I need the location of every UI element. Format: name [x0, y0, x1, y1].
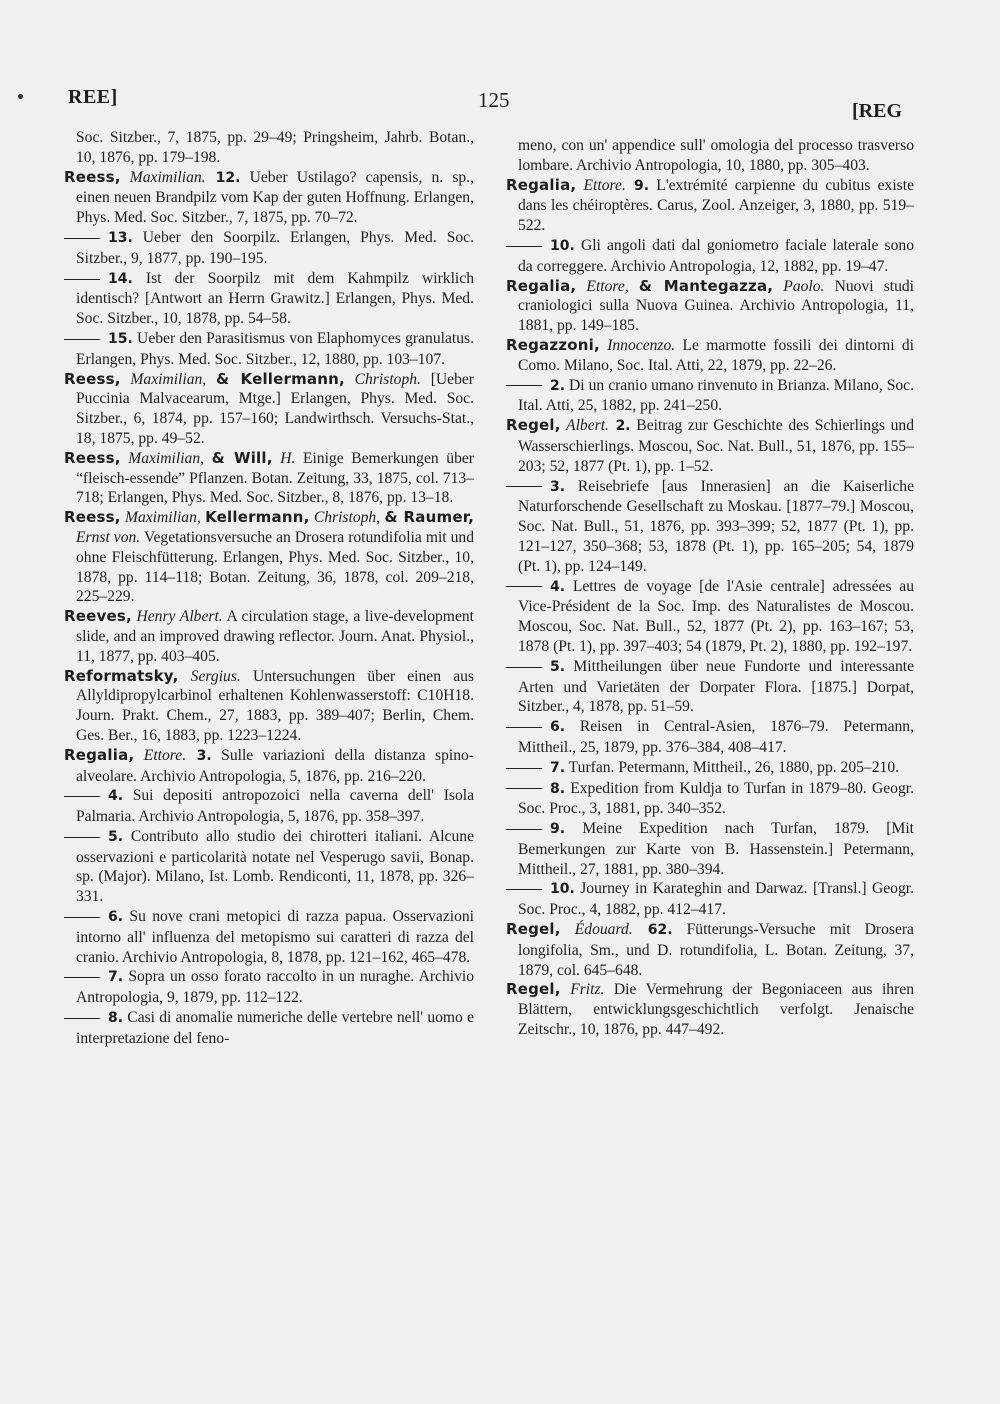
- bib-entry: [64, 967, 474, 1008]
- ditto-dash: [506, 727, 542, 728]
- entry-text: L'extrémité carpienne du cubitus existe dans les chéiroptères. Carus, Zool. Anzeiger, 3, 1880, pp. 519–522.: [518, 176, 914, 235]
- bib-entry: [64, 746, 474, 787]
- bib-entry: [64, 827, 474, 907]
- entry-given-name: Ettore,: [576, 277, 639, 295]
- entry-author: Regalia,: [506, 175, 577, 194]
- entry-author: Reeves,: [64, 607, 132, 626]
- entry-number: 6.: [108, 909, 124, 926]
- ditto-dash: [506, 385, 542, 386]
- entry-number: 3.: [186, 747, 212, 764]
- ditto-dash: [64, 837, 100, 838]
- entry-text: Casi di anomalie numeriche delle vertebre nell' uomo e interpretazione del feno-: [76, 1009, 474, 1047]
- bib-entry: [64, 449, 474, 508]
- entry-text: Einige Bemerkungen über “fleisch-essende” Pflanzen. Botan. Zeitung, 33, 1875, col. 713–718; Erlangen, Phys. Med. Soc. Sitzber., 8, 1876, pp. 13–18.: [76, 449, 474, 507]
- entry-given-name: Maximilian.: [120, 168, 206, 186]
- entry-number: 6.: [550, 719, 566, 736]
- bib-entry: [506, 758, 914, 779]
- entry-number: 2.: [550, 377, 566, 394]
- entry-coauthor-given: Christoph,: [309, 509, 385, 527]
- entry-given-name: Fritz.: [560, 981, 605, 999]
- entry-text: Ist der Soorpilz mit dem Kahmpilz wirklich identisch? [Antwort an Herrn Grawitz.] Erlangen, Phys. Med. Soc. Sitzber., 10, 1878, pp. 54–58.: [76, 269, 474, 328]
- entry-text: [Ueber Puccinia Malvacearum, Mtge.] Erlangen, Phys. Med. Soc. Sitzber., 6, 1874, pp. 157–160; Landwirthsch. Versuchs-Stat., 18, 1875, pp. 49–52.: [76, 370, 474, 447]
- entry-number: 10.: [550, 237, 575, 254]
- entry-number: 12.: [205, 169, 241, 186]
- bib-entry: [64, 168, 474, 228]
- entry-author: Reess,: [64, 167, 121, 186]
- entry-text: Sui depositi antropozoici nella caverna dell' Isola Palmaria. Archivio Antropologia, 5, 1876, pp. 358–397.: [76, 787, 474, 826]
- entry-text: A circulation stage, a live-development slide, and an improved drawing reflector. Journ. Anat. Physiol., 11, 1877, pp. 403–405.: [76, 608, 474, 665]
- bib-entry: [64, 128, 474, 168]
- entry-number: 5.: [550, 658, 566, 675]
- entry-text: Journey in Karateghin and Darwaz. [Transl.] Geogr. Soc. Proc., 4, 1882, pp. 412–417.: [518, 880, 914, 919]
- bib-entry: [64, 667, 474, 746]
- bib-entry: [64, 329, 474, 370]
- ditto-dash: [506, 586, 542, 587]
- entry-text: Meine Expedition nach Turfan, 1879. [Mit Bemerkungen zur Karte von B. Hassenstein.] Petermann, Mittheil., 27, 1881, pp. 380–394.: [518, 820, 914, 878]
- entry-number: 8.: [108, 1010, 124, 1027]
- entry-text: Sulle variazioni della distanza spino-alveolare. Archivio Antropologia, 5, 1876, pp. 216–220.: [76, 746, 474, 785]
- entry-number: 9.: [550, 821, 566, 838]
- entry-given-name: Maximilian,: [120, 370, 216, 388]
- bib-entry: [506, 176, 914, 236]
- ditto-dash: [506, 486, 542, 487]
- entry-number: 4.: [108, 788, 124, 805]
- entry-number: 4.: [550, 578, 566, 595]
- entry-coauthor: & Mantegazza,: [638, 276, 774, 295]
- entry-number: 2.: [608, 418, 631, 435]
- ditto-dash: [506, 889, 542, 890]
- entry-number: 10.: [550, 881, 575, 898]
- bib-entry: [64, 907, 474, 967]
- ditto-dash: [64, 917, 100, 918]
- entry-text: Turfan. Petermann, Mittheil., 26, 1880, pp. 205–210.: [565, 758, 900, 776]
- entry-text: Untersuchungen über einen aus Allyldipropylcarbinol erhaltenen Kohlenwasserstoff: C10H18. Journ. Prakt. Chem., 27, 1883, pp. 389–407; Berlin, Chem. Ges. Ber., 16, 1883, pp. 1223–1224.: [76, 667, 475, 744]
- bib-entry: [506, 376, 914, 417]
- bib-entry: [506, 277, 914, 336]
- entry-given-name: Innocenzo.: [599, 336, 676, 354]
- bib-entry: [506, 717, 914, 758]
- margin-dot: [18, 94, 23, 99]
- entry-text: Contributo allo studio dei chirotteri italiani. Alcune osservazioni e particolarità notate nel Vesperugo savii, Bonap. sp. (Major). Milano, Ist. Lomb. Rendiconti, 11, 1878, pp. 326–331.: [76, 827, 474, 906]
- bib-entry: [506, 416, 914, 476]
- entry-given-name: Henry Albert.: [131, 608, 223, 626]
- entry-author: Regalia,: [64, 745, 135, 764]
- entry-text: Le marmotte fossili dei dintorni di Como. Milano, Soc. Ital. Atti, 22, 1879, pp. 22–26.: [518, 336, 914, 374]
- entry-text: Die Vermehrung der Begoniaceen aus ihren Blättern, entwicklungsgeschichtlich verfolgt. Jenaische Zeitschr., 10, 1876, pp. 447–492.: [518, 981, 915, 1039]
- bib-entry: [506, 136, 914, 176]
- bib-entry: [506, 779, 914, 820]
- entry-number: 9.: [625, 177, 650, 194]
- entry-text: Lettres de voyage [de l'Asie centrale] adressées au Vice-Président de la Soc. Imp. des Naturalistes de Moscou. Moscou, Soc. Nat. Bull., 52, 1877 (Pt. 2), pp. 163–167; 53, 1878 (Pt. 1), pp. 397–403; 54 (1879, Pt. 2), 1880, pp. 192–197.: [518, 577, 914, 655]
- bib-entry: [506, 236, 914, 277]
- entry-number: 5.: [108, 828, 124, 845]
- entry-author: Regel,: [506, 980, 561, 999]
- entry-given-name: Albert.: [560, 417, 609, 435]
- entry-text: Ueber den Soorpilz. Erlangen, Phys. Med. Soc. Sitzber., 9, 1877, pp. 190–195.: [76, 228, 474, 267]
- ditto-dash: [64, 1018, 100, 1019]
- entry-number: 8.: [550, 780, 566, 797]
- entry-coauthor-given: H.: [272, 449, 296, 467]
- bib-entry: [506, 819, 914, 879]
- entry-text: Di un cranio umano rinvenuto in Brianza. Milano, Soc. Ital. Atti, 25, 1882, pp. 241–250.: [518, 376, 914, 415]
- entry-coauthor-given: Paolo.: [773, 277, 825, 295]
- entry-coauthor: & Will,: [211, 448, 273, 467]
- entry-author: Regazzoni,: [506, 335, 600, 354]
- bib-entry: [64, 269, 474, 329]
- bib-entry: [506, 980, 914, 1039]
- bib-entry: [506, 336, 914, 376]
- entry-text: Reisebriefe [aus Innerasien] an die Kaiserliche Naturforschende Gesellschaft zu Moskau. [1877–79.] Moscou, Soc. Nat. Bull., 51, 1876, pp. 393–399; 52, 1877 (Pt. 1), pp. 121–127, 350–368; 53, 1878 (Pt. 1), pp. 165–205; 54, 1879 (Pt. 1), pp. 124–149.: [518, 477, 914, 575]
- entry-number: 13.: [108, 229, 133, 246]
- bib-entry: [64, 370, 474, 449]
- entry-author: Regel,: [506, 416, 561, 435]
- bib-entry: [506, 477, 914, 577]
- entry-given-name: Ettore.: [134, 746, 187, 764]
- header-left: REE]: [68, 86, 118, 108]
- ditto-dash: [64, 238, 100, 239]
- page-number: 125: [478, 88, 510, 112]
- entry-coauthor: & Kellermann,: [215, 369, 345, 388]
- entry-number: 3.: [550, 478, 566, 495]
- bib-entry: [64, 607, 474, 666]
- entry-text: Nuovi studi craniologici sulla Nuova Guinea. Archivio Antropologia, 11, 1881, pp. 149–185.: [518, 277, 915, 335]
- entry-text: Vegetationsversuche an Drosera rotundifolia mit und ohne Fleischfütterung. Erlangen, Phys. Med. Soc. Sitzber., 10, 1878, pp. 114–118; Botan. Zeitung, 36, 1878, col. 209–218, 225–229.: [76, 528, 475, 606]
- entry-text: Fütterungs-Versuche mit Drosera longifolia, Sm., und D. rotundifolia, L. Botan. Zeitung, 37, 1879, col. 645–648.: [518, 921, 914, 979]
- entry-text: Mittheilungen über neue Fundorte und interessante Arten und Varietäten der Dorpater Flora. [1875.] Dorpat, Sitzber., 4, 1878, pp. 51–59.: [518, 657, 914, 716]
- ditto-dash: [506, 788, 542, 789]
- entry-author: Regel,: [506, 920, 561, 939]
- ditto-dash: [506, 246, 542, 247]
- bib-entry: [64, 228, 474, 269]
- entry-text: meno, con un' appendice sull' omologia del processo trasverso lombare. Archivio Antropologia, 10, 1880, pp. 305–403.: [518, 137, 914, 174]
- entry-author: Reess,: [64, 508, 121, 527]
- entry-coauthor-given: Ernst von.: [76, 528, 141, 546]
- entry-text: Expedition from Kuldja to Turfan in 1879–80. Geogr. Soc. Proc., 3, 1881, pp. 340–352.: [518, 779, 914, 818]
- ditto-dash: [64, 977, 100, 978]
- left-column: [64, 128, 474, 1049]
- entry-number: 62.: [632, 922, 673, 939]
- bib-entry: [506, 879, 914, 920]
- right-column: [506, 136, 914, 1040]
- ditto-dash: [506, 829, 542, 830]
- entry-text: Gli angoli dati dal goniometro faciale laterale sono da correggere. Archivio Antropologia, 12, 1882, pp. 19–47.: [518, 236, 914, 275]
- entry-coauthor: & Raumer,: [384, 508, 475, 527]
- bib-entry: [64, 1008, 474, 1049]
- ditto-dash: [64, 796, 100, 797]
- bib-entry: [506, 657, 914, 717]
- entry-given-name: Édouard.: [560, 921, 633, 939]
- entry-text: Sopra un osso forato raccolto in un nuraghe. Archivio Antropologia, 9, 1879, pp. 112–122.: [76, 968, 474, 1007]
- entry-author: Regalia,: [506, 276, 577, 295]
- entry-number: 15.: [108, 330, 133, 347]
- header-right: [REG: [852, 100, 902, 122]
- entry-coauthor: Kellermann,: [205, 508, 310, 527]
- entry-text: Ueber Ustilago? capensis, n. sp., einen neuen Brandpilz vom Kap der guten Hoffnung. Erlangen, Phys. Med. Soc. Sitzber., 7, 1875, pp. 70–72.: [76, 168, 474, 227]
- entry-given-name: Maximilian,: [120, 509, 206, 527]
- entry-coauthor-given: Christoph.: [344, 370, 421, 388]
- entry-text: Soc. Sitzber., 7, 1875, pp. 29–49; Pringsheim, Jahrb. Botan., 10, 1876, pp. 179–198.: [76, 129, 474, 166]
- entry-number: 7.: [108, 969, 124, 986]
- ditto-dash: [506, 768, 542, 769]
- entry-text: Reisen in Central-Asien, 1876–79. Petermann, Mittheil., 25, 1879, pp. 376–384, 408–417.: [518, 718, 914, 756]
- entry-author: Reformatsky,: [64, 666, 179, 685]
- entry-number: 7.: [550, 759, 566, 776]
- ditto-dash: [506, 667, 542, 668]
- ditto-dash: [64, 279, 100, 280]
- entry-given-name: Maximilian,: [120, 449, 212, 467]
- entry-given-name: Ettore.: [576, 176, 626, 194]
- entry-given-name: Sergius.: [178, 667, 241, 685]
- entry-text: Su nove crani metopici di razza papua. Osservazioni intorno all' influenza del metopismo sui caratteri di razza del cranio. Archivio Antropologia, 8, 1878, pp. 121–162, 465–478.: [76, 908, 474, 966]
- bib-entry: [64, 508, 474, 607]
- entry-text: Ueber den Parasitismus von Elaphomyces granulatus. Erlangen, Phys. Med. Soc. Sitzber., 12, 1880, pp. 103–107.: [76, 329, 474, 368]
- entry-number: 14.: [108, 270, 133, 287]
- entry-text: Beitrag zur Geschichte des Schierlings und Wasserschierlings. Moscou, Soc. Nat. Bull., 51, 1876, pp. 155–203; 52, 1877 (Pt. 1), pp. 1–52.: [518, 417, 914, 475]
- ditto-dash: [64, 339, 100, 340]
- entry-author: Reess,: [64, 448, 121, 467]
- bib-entry: [64, 786, 474, 827]
- entry-author: Reess,: [64, 369, 121, 388]
- bib-entry: [506, 577, 914, 657]
- bib-entry: [506, 920, 914, 980]
